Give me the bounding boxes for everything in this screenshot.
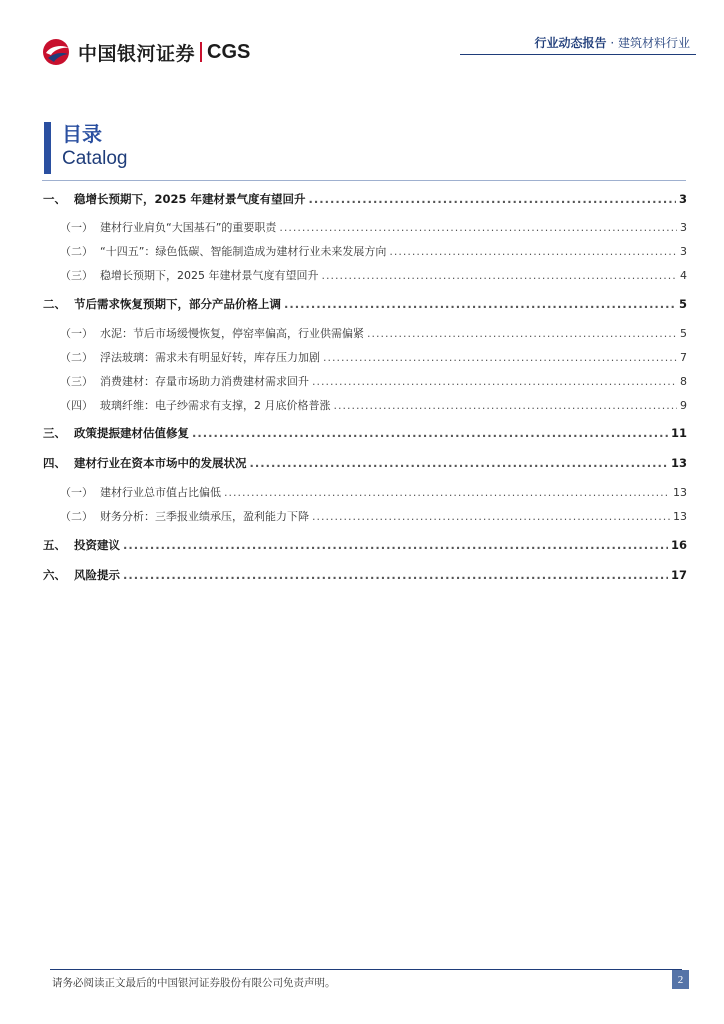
toc-entry-number: 五、 [43,538,66,552]
toc-entry-page: 3 [678,192,687,206]
toc-entry-title: 财务分析：三季报业绩承压，盈利能力下降 [100,510,309,523]
header-separator: · [610,36,615,50]
toc-entry-title: 建材行业总市值占比偏低 [100,486,221,499]
toc-entry-chapter[interactable] [43,537,687,557]
footer-disclaimer: 请务必阅读正文最后的中国银河证券股份有限公司免责声明。 [52,977,336,989]
logo-chinese-name: 中国银河证券 [78,42,196,65]
toc-entry-chapter[interactable] [43,455,687,475]
footer-divider [50,969,682,970]
toc-entry-title: 稳增长预期下，2025 年建材景气度有望回升 [100,269,319,282]
toc-entry-page: 11 [670,426,687,440]
toc-entry-title: 投资建议 [74,538,120,552]
toc-entry-page: 3 [680,245,687,258]
toc-entry-title: 浮法玻璃：需求未有明显好转，库存压力加剧 [100,351,320,364]
toc-entry-title: 玻璃纤维：电子纱需求有支撑，2 月底价格普涨 [100,399,331,412]
toc-entry-number: （四） [60,399,93,412]
toc-entry-title: 建材行业在资本市场中的发展状况 [74,456,247,470]
toc-leader-dots [367,327,677,340]
toc-entry-page: 13 [673,510,687,523]
toc-title-en: Catalog [62,148,128,169]
logo-english-name: CGS [207,40,251,63]
toc-entry-title: 消费建材：存量市场助力消费建材需求回升 [100,375,309,388]
toc-entry-chapter[interactable] [43,567,687,587]
toc-leader-dots [334,399,678,412]
logo-divider [200,42,202,62]
toc-entry-title: 稳增长预期下，2025 年建材景气度有望回升 [74,192,306,206]
toc-entry-page: 7 [680,351,687,364]
toc-entry-section[interactable] [60,484,687,504]
toc-entry-number: 三、 [43,426,66,440]
toc-leader-dots [322,269,678,282]
toc-leader-dots [312,510,670,523]
toc-entry-title: 政策提振建材估值修复 [74,426,189,440]
toc-entry-title: 节后需求恢复预期下，部分产品价格上调 [74,297,281,311]
toc-leader-dots [224,486,670,499]
toc-entry-section[interactable] [60,397,687,417]
toc-entry-section[interactable] [60,267,687,287]
toc-entry-number: 四、 [43,456,66,470]
toc-entry-page: 3 [680,221,687,234]
toc-entry-page: 13 [670,456,687,470]
toc-entry-number: （一） [60,327,93,340]
industry-name: 建筑材料行业 [617,36,690,50]
toc-entry-title: 水泥：节后市场缓慢恢复，停窑率偏高，行业供需偏紧 [100,327,364,340]
toc-entry-page: 5 [678,297,687,311]
toc-entry-page: 9 [680,399,687,412]
toc-entry-number: （二） [60,510,93,523]
toc-leader-dots [123,568,668,582]
toc-entry-chapter[interactable] [43,191,687,211]
toc-title-cn: 目录 [62,122,102,146]
toc-entry-title: “十四五”：绿色低碳、智能制造成为建材行业未来发展方向 [100,245,387,258]
title-divider [42,180,686,181]
toc-entry-section[interactable] [60,325,687,345]
toc-entry-number: （三） [60,269,93,282]
toc-leader-dots [389,245,677,258]
toc-entry-section[interactable] [60,349,687,369]
toc-leader-dots [123,538,668,552]
toc-leader-dots [192,426,668,440]
toc-leader-dots [279,221,677,234]
toc-entry-page: 16 [670,538,687,552]
toc-entry-number: （二） [60,245,93,258]
toc-entry-chapter[interactable] [43,425,687,445]
toc-entry-page: 5 [680,327,687,340]
toc-entry-number: （一） [60,221,93,234]
toc-leader-dots [312,375,677,388]
toc-entry-number: （三） [60,375,93,388]
toc-entry-chapter[interactable] [43,296,687,316]
toc-leader-dots [284,297,676,311]
toc-entry-section[interactable] [60,373,687,393]
toc-entry-section[interactable] [60,243,687,263]
title-accent-bar [44,122,51,174]
toc-entry-number: 六、 [43,568,66,582]
cgs-logo-icon [42,38,72,66]
toc-entry-number: 二、 [43,297,66,311]
toc-entry-title: 风险提示 [74,568,120,582]
toc-entry-title: 建材行业肩负“大国基石”的重要职责 [100,221,277,234]
toc-leader-dots [250,456,668,470]
toc-entry-page: 8 [680,375,687,388]
toc-entry-section[interactable] [60,219,687,239]
toc-entry-number: 一、 [43,192,66,206]
toc-entry-number: （一） [60,486,93,499]
toc-entry-number: （二） [60,351,93,364]
report-category [534,34,690,51]
company-logo [42,38,250,66]
toc-leader-dots [323,351,677,364]
toc-entry-section[interactable] [60,508,687,528]
page-number: 2 [672,970,689,989]
report-type: 行业动态报告 [534,36,607,50]
toc-leader-dots [309,192,676,206]
toc-entry-page: 13 [673,486,687,499]
toc-entry-page: 17 [670,568,687,582]
header-divider [460,54,696,55]
toc-entry-page: 4 [680,269,687,282]
